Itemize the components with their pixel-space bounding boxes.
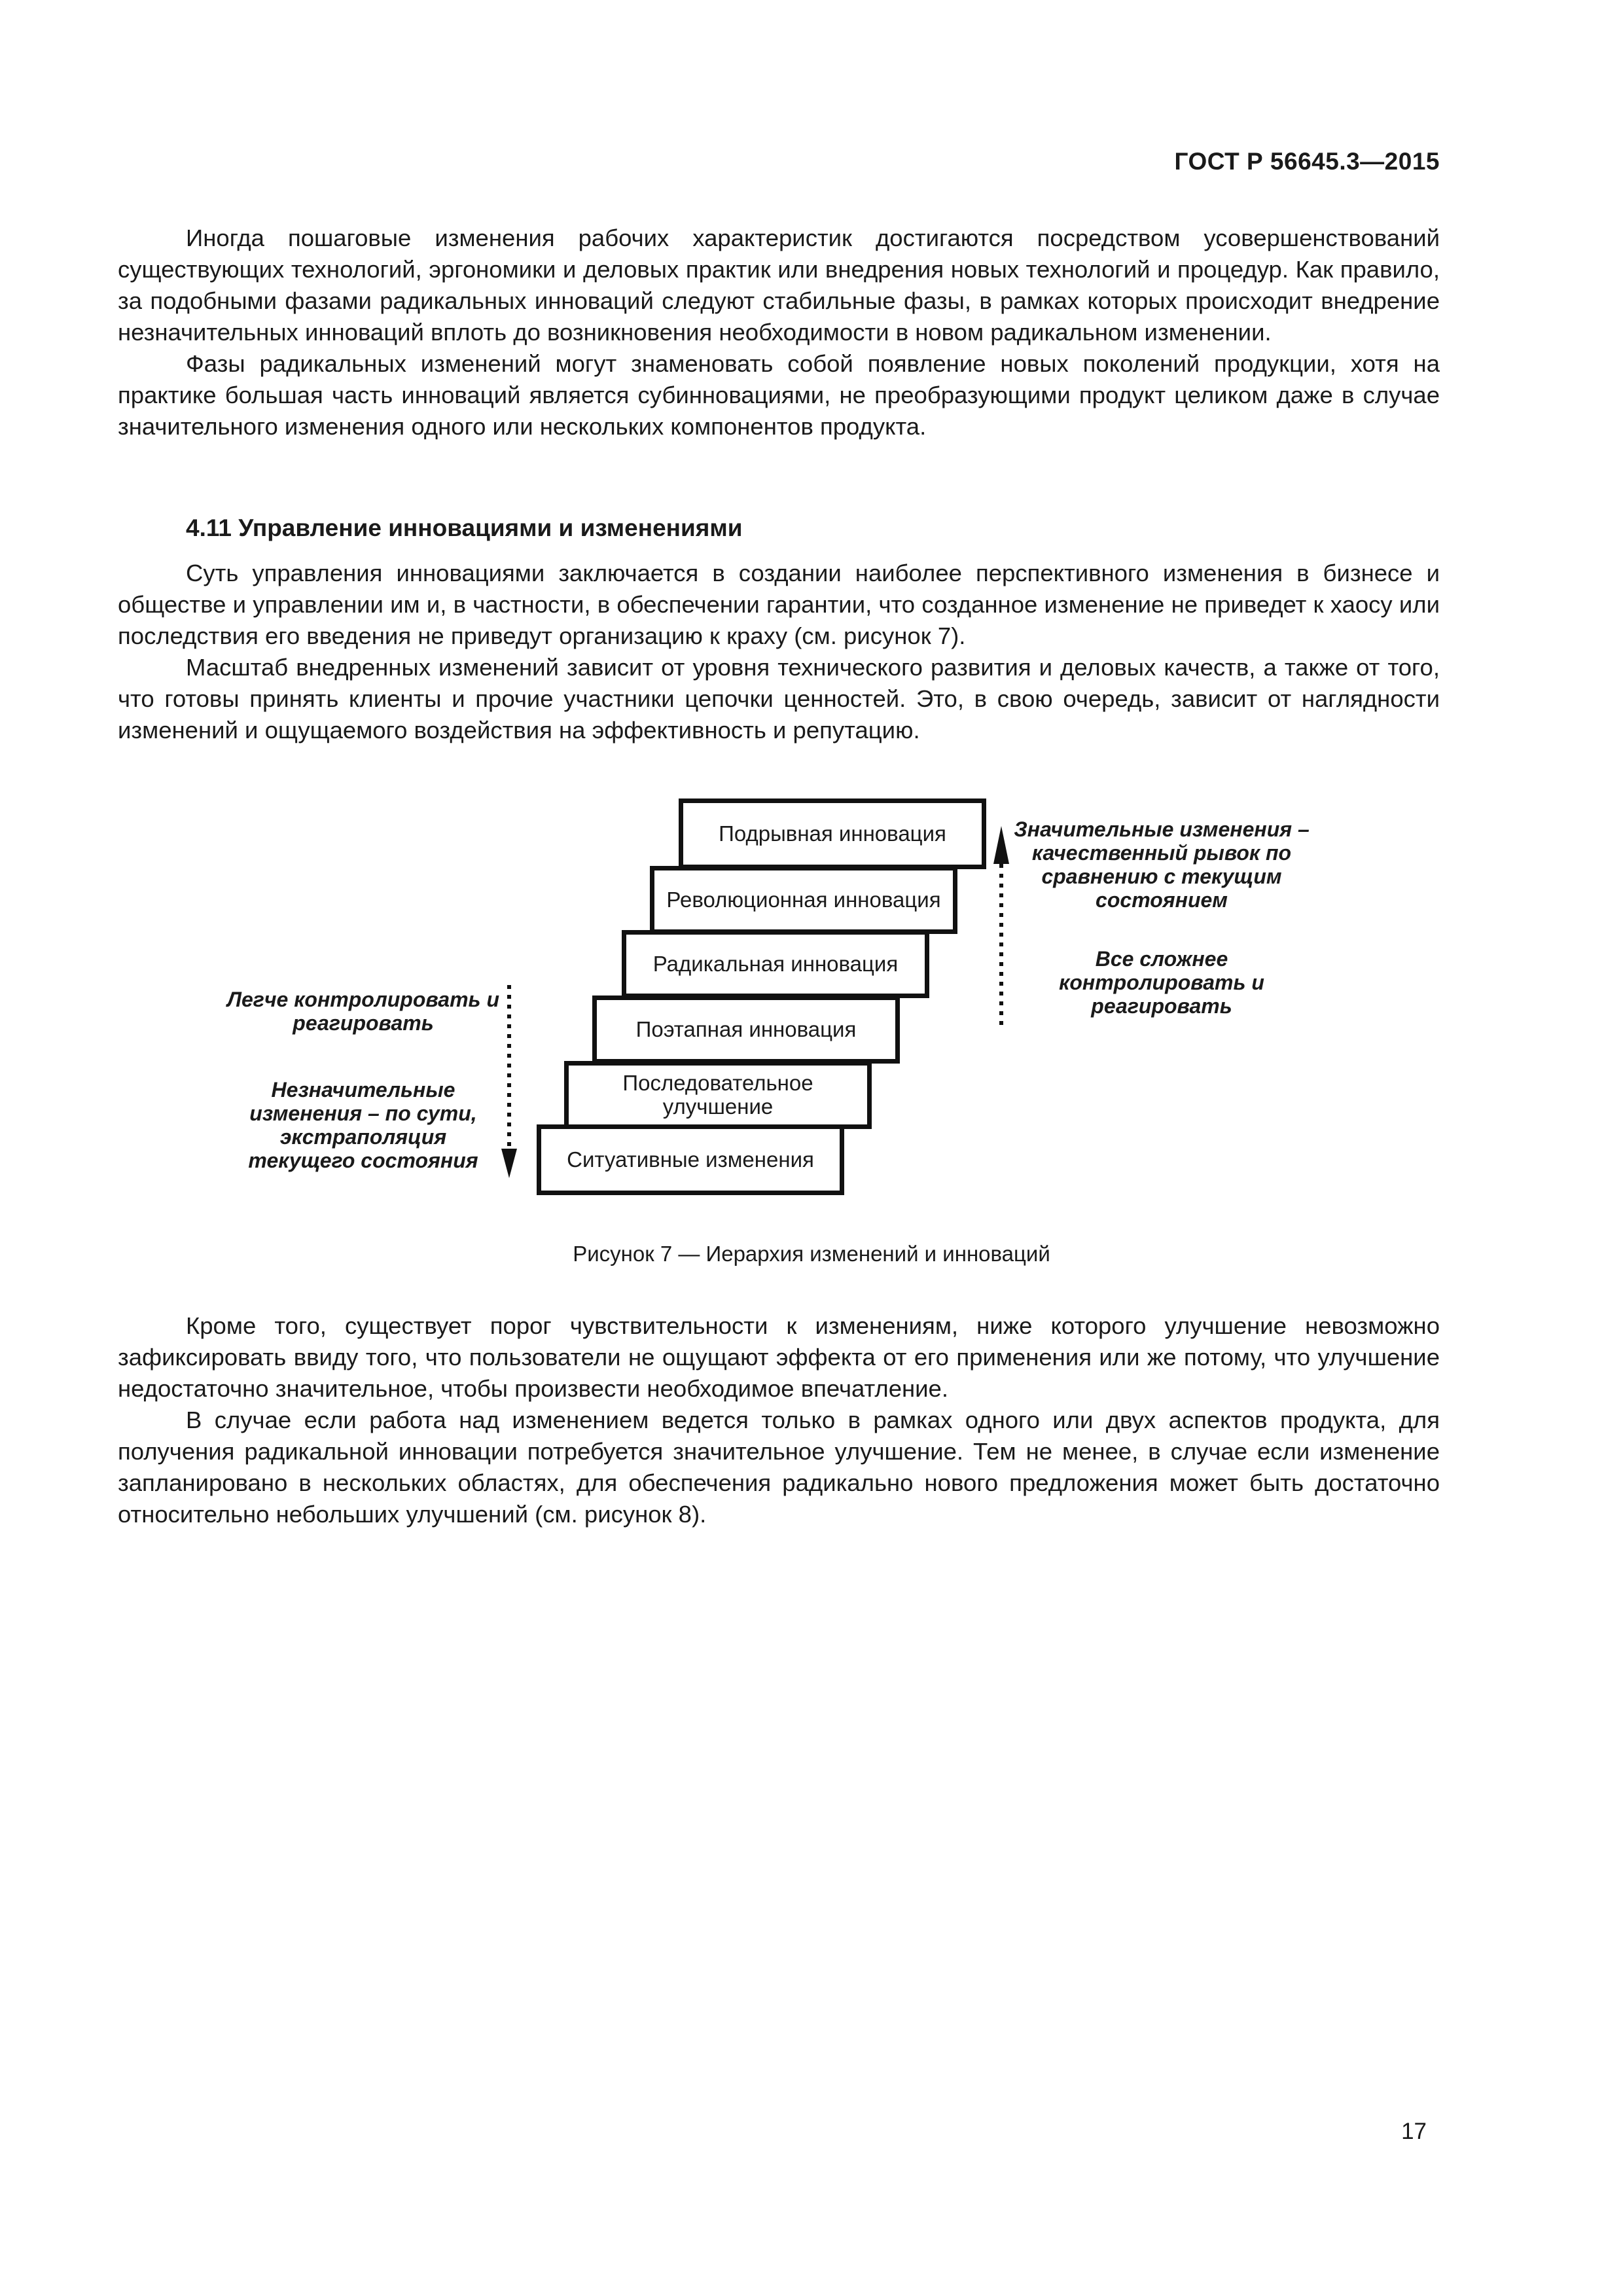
down-arrowhead	[501, 1149, 517, 1178]
section-heading: 4.11 Управление инновациями и изменениями	[186, 514, 743, 541]
step-disruptive-innovation: Подрывная инновация	[679, 798, 986, 869]
step-revolutionary-innovation: Революционная инновация	[650, 866, 957, 934]
paragraph: Фазы радикальных изменений могут знаменовать собой появление новых поколений продукции, хотя на практике большая часть инноваций является субинновациями, не преобразующими продукт целиком даже в случае значительного изменения одного или нескольких компонентов продукта.	[118, 350, 1440, 440]
standard-code: ГОСТ Р 56645.3—2015	[1174, 148, 1440, 175]
paragraph: В случае если работа над изменением ведется только в рамках одного или двух аспектов продукта, для получения радикальной инновации потребуется значительное улучшение. Тем не менее, в случае если изменение запланировано в нескольких областях, для обеспечения радикально нового предложения может быть достаточно относительно небольших улучшений (см. рисунок 8).	[118, 1407, 1440, 1528]
paragraph: Кроме того, существует порог чувствительности к изменениям, ниже которого улучшение невозможно зафиксировать ввиду того, что пользователи не ощущают эффекта от его применения или же потому, что улучшение недостаточно значительное, чтобы произвести необходимое впечатление.	[118, 1312, 1440, 1402]
body-text-bottom	[118, 1310, 1440, 1530]
paragraph: Суть управления инновациями заключается в создании наиболее перспективного изменения в бизнесе и обществе и управлении им и, в частности, в обеспечении гарантии, что созданное изменение не приведет к хаосу или последствия его введения не приведут организацию к краху (см. рисунок 7).	[118, 560, 1440, 649]
body-text-top	[118, 223, 1440, 442]
left-label-top: Легче контролировать и реагировать	[227, 988, 499, 1035]
paragraph: Иногда пошаговые изменения рабочих характеристик достигаются посредством усовершенствований существующих технологий, эргономики и деловых практик или внедрения новых технологий и процедур. Как правило, за подобными фазами радикальных инноваций следуют стабильные фазы, в рамках которых происходит внедрение незначительных инноваций вплоть до возникновения необходимости в новом радикальном изменении.	[118, 224, 1440, 346]
page-number: 17	[1401, 2119, 1427, 2144]
step-situational-changes: Ситуативные изменения	[537, 1124, 844, 1195]
right-label-top: Значительные изменения – качественный рывок по сравнению с текущим состоянием	[1014, 817, 1310, 912]
step-radical-innovation: Радикальная инновация	[622, 930, 929, 998]
right-label-bottom: Все сложнее контролировать и реагировать	[1059, 947, 1264, 1018]
left-label-bottom: Незначительные изменения – по сути, экстраполяция текущего состояния	[248, 1078, 478, 1172]
figure-caption: Рисунок 7 — Иерархия изменений и инноваций	[573, 1242, 1050, 1266]
step-sequential-improvement: Последовательное улучшение	[564, 1061, 872, 1129]
paragraph: Масштаб внедренных изменений зависит от уровня технического развития и деловых качеств, а также от того, что готовы принять клиенты и прочие участники цепочки ценностей. Это, в свою очередь, зависит от наглядности изменений и ощущаемого воздействия на эффективность и репутацию.	[118, 654, 1440, 744]
section-body-text	[118, 558, 1440, 746]
step-incremental-innovation: Поэтапная инновация	[592, 996, 900, 1064]
